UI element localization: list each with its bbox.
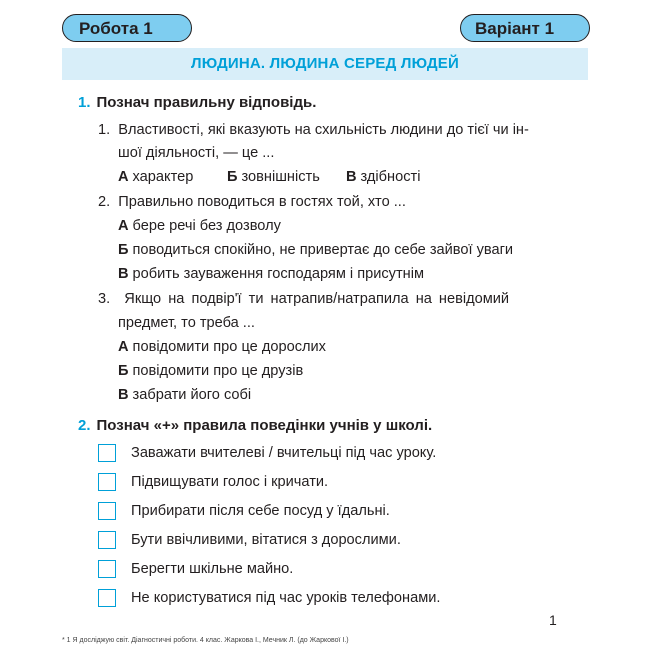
q2-number: 2. <box>98 194 111 210</box>
task-1-text: Познач правильну відповідь. <box>96 94 317 111</box>
q3-number: 3. <box>98 291 111 307</box>
q1-line2: шої діяльності, — це ... <box>118 145 275 161</box>
q3-option-a-letter: А <box>118 339 129 355</box>
q1-line1 <box>98 122 529 138</box>
q1-option-a <box>118 169 193 185</box>
task-1-heading <box>78 94 316 111</box>
q1-option-c <box>346 169 420 185</box>
q2-text: Правильно поводиться в гостях той, хто ... <box>118 194 406 210</box>
footnote: * 1 Я досліджую світ. Діагностичні роботи. 4 клас. Жаркова І., Мечник Л. (до Жаркової І.) <box>62 637 349 644</box>
rule-checkbox-1[interactable] <box>98 444 116 462</box>
rule-label-5: Берегти шкільне майно. <box>131 561 294 577</box>
work-label: Робота 1 <box>62 14 192 42</box>
q3-option-b-text: повідомити про це друзів <box>132 363 304 379</box>
q1-option-a-letter: А <box>118 169 129 185</box>
task-1-number: 1. <box>78 94 91 111</box>
q3-option-b <box>118 363 303 379</box>
task-2-text: Познач «+» правила поведінки учнів у школі. <box>96 417 433 434</box>
rule-checkbox-3[interactable] <box>98 502 116 520</box>
q1-option-c-text: здібності <box>360 169 421 185</box>
q3-option-c-letter: В <box>118 387 129 403</box>
rule-label-3: Прибирати після себе посуд у їдальні. <box>131 503 390 519</box>
q2-option-a-text: бере речі без дозволу <box>132 218 281 234</box>
rule-label-4: Бути ввічливими, вітатися з дорослими. <box>131 532 401 548</box>
q3-option-a <box>118 339 326 355</box>
q2-option-b-text: поводиться спокійно, не привертає до себе зайвої уваги <box>132 242 514 258</box>
q3-line2: предмет, то треба ... <box>118 315 255 331</box>
rule-label-2: Підвищувати голос і кричати. <box>131 474 329 490</box>
task-2-number: 2. <box>78 417 91 434</box>
q2-option-c <box>118 266 424 282</box>
q1-text: Властивості, які вказують на схильність людини до тієї чи ін- <box>118 122 529 138</box>
q1-option-b-text: зовнішність <box>241 169 320 185</box>
q3-option-c <box>118 387 251 403</box>
q2-option-a <box>118 218 281 234</box>
task-2-heading <box>78 417 432 434</box>
q2-option-c-text: робить зауваження господарям і присутнім <box>132 266 425 282</box>
q1-option-a-text: характер <box>132 169 194 185</box>
rule-checkbox-6[interactable] <box>98 589 116 607</box>
q1-option-b <box>227 169 320 185</box>
page-number: 1 <box>549 612 557 628</box>
q2-option-c-letter: В <box>118 266 129 282</box>
q3-text: Якщо на подвір'ї ти натрапив/натрапила на невідомий <box>124 291 510 307</box>
q2-line1 <box>98 194 406 210</box>
q3-line1 <box>98 291 509 307</box>
q1-option-c-letter: В <box>346 169 357 185</box>
q1-number: 1. <box>98 122 111 138</box>
rule-checkbox-2[interactable] <box>98 473 116 491</box>
rule-label-6: Не користуватися під час уроків телефонами. <box>131 590 441 606</box>
q2-option-a-letter: А <box>118 218 129 234</box>
rule-checkbox-5[interactable] <box>98 560 116 578</box>
q2-option-b-letter: Б <box>118 242 129 258</box>
q2-option-b <box>118 242 513 258</box>
q3-option-b-letter: Б <box>118 363 129 379</box>
q1-option-b-letter: Б <box>227 169 238 185</box>
page-title: ЛЮДИНА. ЛЮДИНА СЕРЕД ЛЮДЕЙ <box>62 48 588 80</box>
q3-option-c-text: забрати його собі <box>132 387 252 403</box>
variant-label: Варіант 1 <box>460 14 590 42</box>
rule-label-1: Заважати вчителеві / вчительці під час уроку. <box>131 445 437 461</box>
q3-option-a-text: повідомити про це дорослих <box>132 339 326 355</box>
rule-checkbox-4[interactable] <box>98 531 116 549</box>
